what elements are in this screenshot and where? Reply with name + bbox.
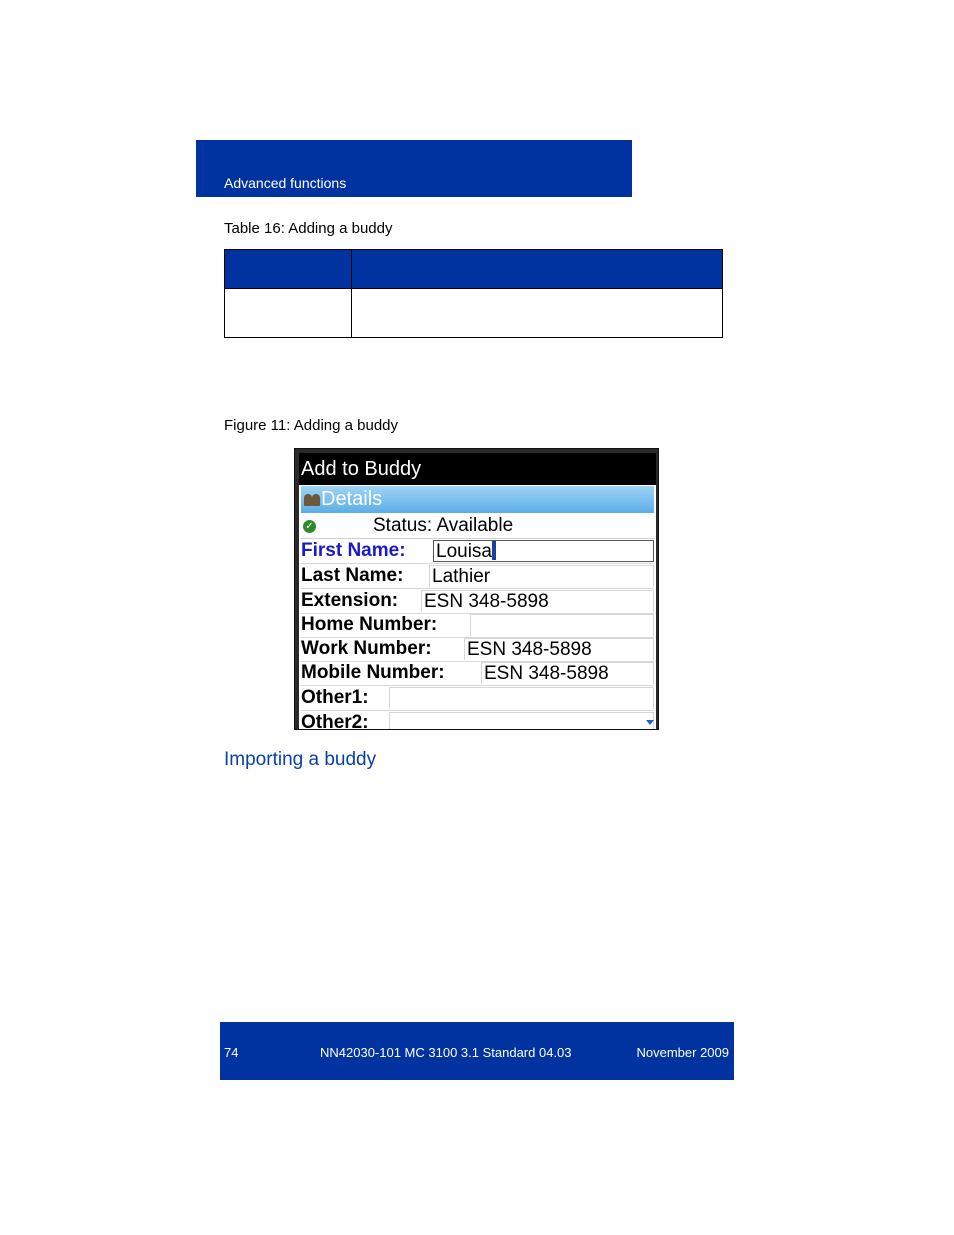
header-bar [196, 140, 632, 197]
header-section-title: Advanced functions [224, 175, 347, 191]
document-id: NN42030-101 MC 3100 3.1 Standard 04.03 [320, 1045, 572, 1060]
footer-bar [220, 1022, 734, 1080]
status-row [301, 514, 654, 539]
field-row-work-number[interactable] [301, 637, 654, 662]
status-text: Status: Available [373, 515, 514, 536]
figure-caption: Figure 11: Adding a buddy [224, 417, 399, 434]
page-number: 74 [224, 1045, 239, 1060]
mobile-number-input[interactable]: ESN 348-5898 [481, 662, 654, 684]
mobile-number-label: Mobile Number: [301, 662, 445, 683]
screen-title: Add to Buddy [299, 453, 656, 485]
other1-input[interactable] [389, 687, 654, 709]
other2-label: Other2: [301, 712, 369, 729]
table-column-divider [351, 250, 352, 337]
field-row-last-name[interactable] [301, 564, 654, 589]
field-row-extension[interactable] [301, 589, 654, 614]
table-caption: Table 16: Adding a buddy [224, 220, 393, 237]
scroll-down-icon[interactable] [646, 720, 654, 725]
field-row-other2[interactable] [301, 711, 654, 729]
phone-screen [299, 453, 656, 729]
last-name-input[interactable]: Lathier [429, 565, 654, 587]
field-row-other1[interactable] [301, 686, 654, 711]
extension-input[interactable]: ESN 348-5898 [421, 590, 654, 612]
table-header-row [225, 250, 722, 288]
phone-screenshot [294, 448, 659, 730]
home-number-label: Home Number: [301, 614, 438, 635]
extension-label: Extension: [301, 590, 399, 611]
field-row-first-name[interactable] [301, 539, 654, 564]
work-number-input[interactable]: ESN 348-5898 [464, 638, 654, 660]
section-heading: Importing a buddy [224, 749, 377, 770]
first-name-input[interactable]: Louisa [433, 540, 654, 562]
home-number-input[interactable] [470, 614, 654, 636]
other1-label: Other1: [301, 687, 369, 708]
work-number-label: Work Number: [301, 638, 432, 659]
last-name-label: Last Name: [301, 565, 404, 586]
text-cursor [492, 541, 496, 560]
details-label: Details [321, 488, 383, 510]
field-row-home-number[interactable] [301, 613, 654, 638]
contacts-icon [303, 492, 321, 506]
first-name-label: First Name: [301, 540, 406, 561]
details-section-header[interactable] [301, 486, 654, 513]
other2-input[interactable] [389, 712, 654, 729]
table-row-divider [225, 288, 722, 289]
field-row-mobile-number[interactable] [301, 661, 654, 686]
buddy-table [224, 249, 723, 338]
available-check-icon: ✓ [303, 520, 316, 533]
document-date: November 2009 [636, 1045, 729, 1060]
